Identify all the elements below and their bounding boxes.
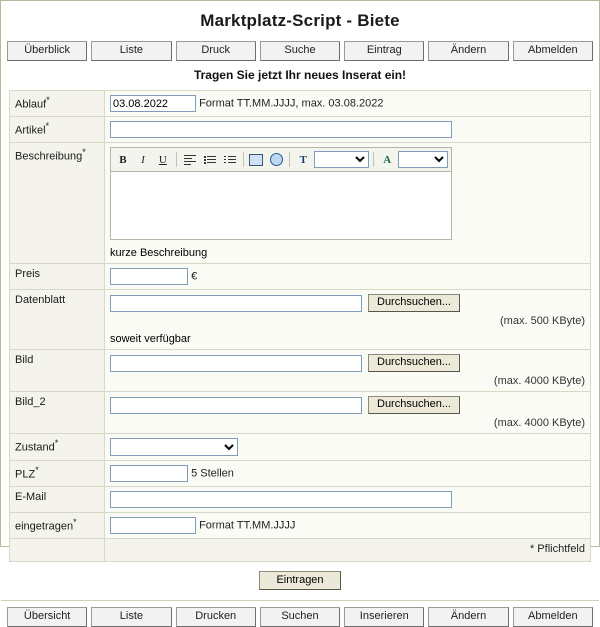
nav-ueberblick[interactable]: Überblick	[7, 41, 87, 61]
bild-input[interactable]	[110, 355, 362, 372]
bottom-divider	[1, 600, 599, 601]
plz-input[interactable]	[110, 465, 188, 482]
text-color-icon[interactable]: T	[294, 150, 312, 169]
nav-abmelden[interactable]: Abmelden	[513, 41, 593, 61]
page-title: Marktplatz-Script - Biete	[200, 11, 400, 30]
field-artikel	[105, 117, 591, 143]
bild-2-browse-button[interactable]: Durchsuchen...	[368, 396, 460, 414]
field-beschreibung	[105, 143, 591, 264]
toolbar-separator-3	[289, 152, 290, 167]
submit-button[interactable]: Eintragen	[259, 571, 340, 590]
bild-browse-button[interactable]: Durchsuchen...	[368, 354, 460, 372]
eingetragen-input[interactable]	[110, 517, 196, 534]
pflichtfeld-note: * Pflichtfeld	[105, 539, 591, 562]
datenblatt-browse-button[interactable]: Durchsuchen...	[368, 294, 460, 312]
row-preis	[10, 264, 591, 290]
datenblatt-extra: soweit verfügbar	[110, 333, 191, 345]
field-zustand	[105, 434, 591, 461]
ordered-list-icon[interactable]	[221, 150, 239, 169]
image-icon[interactable]	[248, 150, 266, 169]
eingetragen-hint: Format TT.MM.JJJJ	[199, 519, 296, 532]
spellcheck-icon[interactable]: A	[378, 150, 396, 169]
bild-note: (max. 4000 KByte)	[493, 375, 585, 387]
field-datenblatt	[105, 290, 591, 350]
pflichtfeld-spacer	[10, 539, 105, 562]
row-pflichtfeld	[10, 539, 591, 562]
field-bild-2	[105, 392, 591, 434]
bottom-navigation	[1, 607, 599, 627]
ablauf-hint: Format TT.MM.JJJJ, max. 03.08.2022	[199, 97, 384, 110]
preis-input[interactable]	[110, 268, 188, 285]
label-zustand-text: Zustand	[15, 441, 55, 454]
ablauf-input[interactable]	[110, 95, 196, 112]
label-zustand-required: *	[54, 438, 59, 448]
bold-icon[interactable]: B	[114, 150, 132, 169]
row-bild-2	[10, 392, 591, 434]
nav-drucken[interactable]: Drucken	[176, 607, 256, 627]
nav-inserieren[interactable]: Inserieren	[344, 607, 424, 627]
row-eingetragen	[10, 513, 591, 539]
nav-druck[interactable]: Druck	[176, 41, 256, 61]
row-datenblatt	[10, 290, 591, 350]
beschreibung-caption: kurze Beschreibung	[110, 247, 208, 259]
label-ablauf-required: *	[46, 95, 50, 105]
field-email	[105, 487, 591, 513]
label-artikel-required: *	[45, 121, 50, 131]
submit-container	[1, 562, 599, 600]
nav-uebersicht[interactable]: Übersicht	[7, 607, 87, 627]
preis-unit: €	[191, 270, 198, 283]
underline-icon[interactable]: U	[154, 150, 172, 169]
row-plz	[10, 461, 591, 487]
inserat-form	[9, 90, 591, 562]
field-bild	[105, 350, 591, 392]
label-bild-2: Bild_2	[10, 392, 105, 434]
row-email	[10, 487, 591, 513]
nav-abmelden-bottom[interactable]: Abmelden	[513, 607, 593, 627]
label-ablauf	[10, 91, 105, 117]
label-ablauf-text: Ablauf	[15, 98, 47, 111]
nav-aendern-bottom[interactable]: Ändern	[428, 607, 508, 627]
label-beschreibung-required: *	[82, 147, 86, 157]
editor-size-select[interactable]	[398, 151, 448, 168]
link-icon[interactable]	[267, 150, 285, 169]
bild-file-row	[110, 354, 585, 372]
datenblatt-input[interactable]	[110, 295, 362, 312]
label-eingetragen-text: eingetragen	[15, 520, 74, 533]
italic-icon[interactable]: I	[134, 150, 152, 169]
nav-eintrag[interactable]: Eintrag	[344, 41, 424, 61]
nav-suche[interactable]: Suche	[260, 41, 340, 61]
editor-font-select[interactable]	[314, 151, 369, 168]
label-beschreibung	[10, 143, 105, 264]
label-beschreibung-text: Beschreibung	[15, 150, 83, 163]
nav-suchen[interactable]: Suchen	[260, 607, 340, 627]
label-plz-text: PLZ	[15, 468, 36, 481]
top-navigation	[1, 41, 599, 61]
zustand-select[interactable]	[110, 438, 238, 456]
nav-liste[interactable]: Liste	[91, 41, 171, 61]
datenblatt-file-row	[110, 294, 585, 312]
label-plz-required: *	[35, 465, 39, 475]
label-eingetragen	[10, 513, 105, 539]
label-bild: Bild	[10, 350, 105, 392]
datenblatt-note: (max. 500 KByte)	[500, 315, 585, 327]
field-plz	[105, 461, 591, 487]
artikel-input[interactable]	[110, 121, 452, 138]
align-left-icon[interactable]	[181, 150, 199, 169]
row-beschreibung	[10, 143, 591, 264]
row-ablauf	[10, 91, 591, 117]
editor-toolbar	[110, 147, 452, 172]
label-datenblatt: Datenblatt	[10, 290, 105, 350]
label-zustand	[10, 434, 105, 461]
rich-text-editor	[110, 147, 585, 243]
email-input[interactable]	[110, 491, 452, 508]
unordered-list-icon[interactable]	[201, 150, 219, 169]
label-plz	[10, 461, 105, 487]
form-container	[1, 90, 599, 562]
nav-aendern[interactable]: Ändern	[428, 41, 508, 61]
bild-2-note: (max. 4000 KByte)	[493, 417, 585, 429]
row-bild	[10, 350, 591, 392]
toolbar-separator-2	[243, 152, 244, 167]
nav-liste-bottom[interactable]: Liste	[91, 607, 171, 627]
label-email: E-Mail	[10, 487, 105, 513]
plz-hint: 5 Stellen	[191, 467, 234, 480]
bild-2-input[interactable]	[110, 397, 362, 414]
field-eingetragen	[105, 513, 591, 539]
bild-2-file-row	[110, 396, 585, 414]
row-artikel	[10, 117, 591, 143]
label-artikel-text: Artikel	[15, 124, 46, 137]
toolbar-separator-4	[373, 152, 374, 167]
field-preis	[105, 264, 591, 290]
form-subtitle: Tragen Sie jetzt Ihr neues Inserat ein!	[193, 68, 407, 82]
label-preis: Preis	[10, 264, 105, 290]
field-ablauf	[105, 91, 591, 117]
row-zustand	[10, 434, 591, 461]
label-artikel	[10, 117, 105, 143]
label-eingetragen-required: *	[73, 517, 77, 527]
beschreibung-textarea[interactable]	[110, 172, 452, 240]
toolbar-separator-1	[176, 152, 177, 167]
